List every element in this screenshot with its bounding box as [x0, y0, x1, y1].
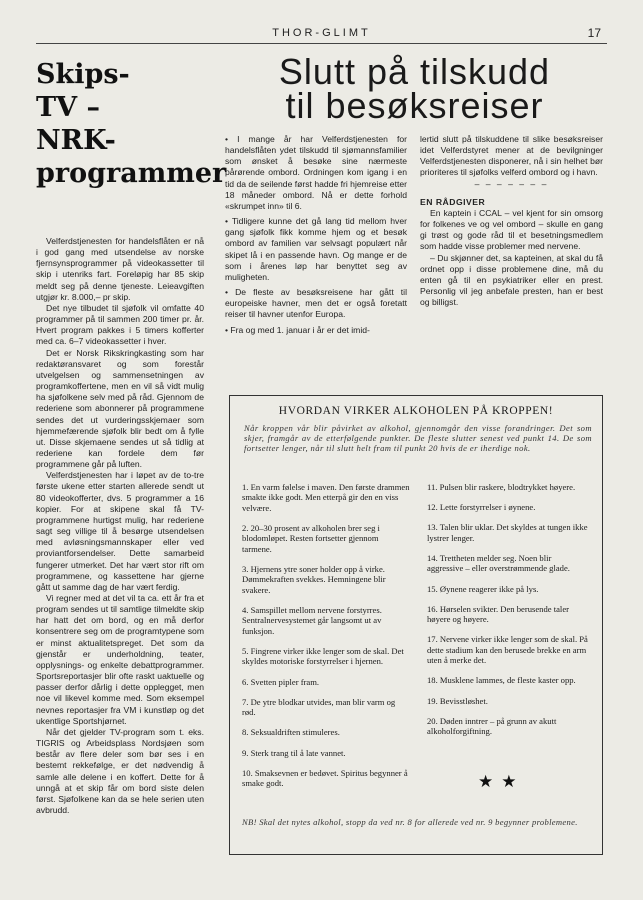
middle-article-body [225, 134, 407, 336]
left-paragraph: Når det gjelder TV-program som t. eks. TIGRIS og Arbeidsplass Nordsjøen som består av flere deler som bør ses i en bestemt rekkefølge, er det nødvendig å samle alle delene i en koffert. Dette for å unngå at et skip får om bord siste delen først. Sjøfolkene kan da se hele serien uten avbrudd. [36, 726, 204, 815]
list-item: 11. Pulsen blir raskere, blodtrykket høyere. [427, 482, 576, 492]
middle-paragraph: • De fleste av besøksreisene har gått til europeiske havner, men det er også foretatt reiser til havner utenfor Europa. [225, 287, 407, 320]
middle-paragraph: • I mange år har Velferdstjenesten for handelsflåten ydet tilskudd til sjømannsfamilier som ønsket å besøke sine nærmeste pårørende ombord. Ordningen kom igang i en tid da de seilende først hadde fri hjemreise etter 18 måneder ombord. Nå er dette forhold «skrumpet inn» til 6. [225, 134, 407, 212]
subheading: EN RÅDGIVER [420, 196, 486, 207]
box-title: HVORDAN VIRKER ALKOHOLEN PÅ KROPPEN! [278, 405, 554, 417]
box-footnote: NB! Skal det nytes alkohol, stopp da ved nr. 8 for allerede ved nr. 9 begynner problemene. [242, 817, 578, 827]
list-item: 13. Talen blir uklar. Det skyldes at tungen ikke lystrer lenger. [427, 522, 588, 543]
middle-paragraph: • Fra og med 1. januar i år er det imid- [225, 325, 407, 336]
left-article-heading [36, 58, 227, 190]
left-paragraph: Det nye tilbudet til sjøfolk vil omfatte 40 programmer på til sammen 200 timer pr. år. Hvert program pakkes i 5 timers kofferter med ca. 6–7 videokassetter i hver. [36, 302, 204, 347]
list-item: 19. Bevisstløshet. [427, 695, 488, 706]
list-item: 14. Trettheten melder seg. Noen blir aggressive – eller overstrømmende glade. [427, 553, 570, 574]
header-rule [36, 43, 607, 44]
list-item: 5. Fingrene virker ikke lenger som de skal. Det skyldes motoriske forstyrrelser i hjernen. [242, 646, 404, 667]
left-heading-line: NRK- [36, 125, 116, 156]
left-paragraph: Vi regner med at det vil ta ca. ett år fra et program sendes ut til samtlige tilmeldte skip har hatt det om bord, og en må derfor konsentrere seg om de programtypene som er minst aktualitetspreget. Det som da gjenstår er underholdning, teater, opplysnings- og enkelte debattprogrammer. Sportsreportasjer blir ofte raskt uaktuelle og passer derfor dårlig i dette opplegget, men noe vil likevel komme med. Som eksempel nevnes reportasjer fra VM i kunstløp og det ukentlige Sportshjørnet. [36, 593, 204, 726]
list-item: 3. Hjernens ytre soner holder opp å virke. Dømmekraften svekkes. Hemningene blir svakere. [242, 564, 386, 595]
box-intro: Når kroppen vår blir påvirket av alkohol, gjennomgår den visse forandringer. Det som skjer, framgår av de etterfølgende punkter. De fleste slutter senest ved punkt 14. De som fortsetter lenger, når til slutt helt fram til punkt 20 hvis de er iherdige nok. [244, 423, 592, 453]
left-paragraph: Velferdstjenesten for handelsflåten er nå i god gang med utsendelse av norske fjernsynsprogrammer på videokassetter til skip i utenriks fart. Foreløpig har 85 skip meldt seg på denne tjeneste. Leieavgiften utgjør kr. 8.000,– pr skip. [36, 236, 204, 302]
right-article-body [420, 134, 603, 308]
left-paragraph: Det er Norsk Rikskringkasting som har redaktøransvaret og som forestår utvelgelsen og sammensetningen av programkoffertene, men en vil så vidt mulig ha sjøfolkene selv med på råd. Gjennom de rederiene som abonnerer på programmene sendes det ut vurderingsskjemaer som hjemmefærende sjøfolk blir bedt om å fylle ut. Disse skjemaene sendes ut så tidlig at rederiene kan fordele dem før programmene går på luften. [36, 347, 204, 470]
list-item: 20. Døden inntrer – på grunn av akutt alkoholforgiftning. [427, 715, 557, 737]
middle-paragraph: • Tidligere kunne det gå lang tid mellom hver gang sjøfolk fikk komme hjem og et besøk ombord av familien var selvsagt populært når skipet lå i en passende havn. Og mange er de som i årenes løp har benyttet seg av muligheten. [225, 216, 407, 283]
list-item: 4. Samspillet mellom nervene forstyrres. Sentralnervesystemet går langsomt ut av funksjon. [242, 605, 382, 636]
list-item: 6. Svetten pipler fram. [242, 676, 320, 687]
box-list-left [242, 482, 410, 799]
main-headline [222, 51, 607, 126]
page-number: 17 [587, 26, 601, 40]
list-item: 16. Hørselen svikter. Den berusende taler høyere og høyere. [427, 603, 569, 625]
list-item: 2. 20–30 prosent av alkoholen brer seg i blodomløpet. Resten fortsetter gjennom tarmene. [242, 523, 380, 554]
left-article-body [36, 236, 204, 816]
headline-line: til besøksreiser [285, 85, 544, 126]
left-heading-line: programmer [36, 158, 227, 189]
headline-line: Slutt på tilskudd [278, 51, 551, 92]
list-item: 10. Smaksevnen er bedøvet. Spiritus begynner å smake godt. [242, 767, 408, 789]
list-item: 1. En varm følelse i maven. Den første drammen smakte ikke godt. Men etterpå gir den en viss velvære. [242, 482, 410, 513]
separator-dashes: – – – – – – – [474, 178, 549, 189]
box-list-right [427, 482, 589, 746]
right-paragraph: – Du skjønner det, sa kapteinen, at skal du få ordnet opp i disse problemene dine, må du enten gå til en psykiatriker eller en prest. Personlig vil jeg anbefale presten, han er best og billigst. [420, 252, 603, 308]
list-item: 9. Sterk trang til å late vannet. [242, 747, 346, 758]
list-item: 15. Øynene reagerer ikke på lys. [427, 583, 539, 594]
list-item: 12. Lette forstyrrelser i øynene. [427, 502, 536, 513]
star-icons: ★★ [478, 772, 525, 791]
left-paragraph: Velferdstjenesten har i løpet av de to-tre første ukene etter starten allerede sendt ut 80 videokofferter, dvs. 5 programmer a 16 kopier. For at skipene skal få TV-programmene hurtigst mulig, har rederiene sagt seg villige til å besørge utsendelsen med avløsningsmannskaper eller ved proviantforsendelser. Dette samarbeid fungerer utmerket. Det har vært stor rift om programmene, og kassettene har gjerne gått ut samme dag de har vært ferdig. [36, 470, 204, 592]
left-heading-line: TV – [36, 92, 100, 123]
right-paragraph: En kaptein i CCAL – vel kjent for sin omsorg for folkenes ve og vel ombord – skulle en gang gi trøst og gode råd til et besetningsmedlem som hadde visse problemer med nervene. [420, 207, 603, 252]
running-title: THOR-GLIMT [272, 27, 371, 39]
alcohol-info-box [229, 395, 603, 855]
list-item: 17. Nervene virker ikke lenger som de skal. På dette stadium kan den berusede brekke en arm uten å merke det. [427, 634, 588, 666]
list-item: 8. Seksualdriften stimuleres. [242, 727, 340, 738]
list-item: 18. Musklene lammes, de fleste kaster opp. [427, 675, 576, 686]
right-paragraph: lertid slutt på tilskuddene til slike besøksreiser idet Velferdstyret mener at de bevilgninger Velferdstjenesten disponerer, nå i sin helhet bør prioriteres til sjøfolks velferd ombord og i havn. [420, 134, 603, 178]
list-item: 7. De ytre blodkar utvides, man blir varm og rød. [242, 696, 396, 718]
left-heading-line: Skips- [36, 59, 130, 90]
